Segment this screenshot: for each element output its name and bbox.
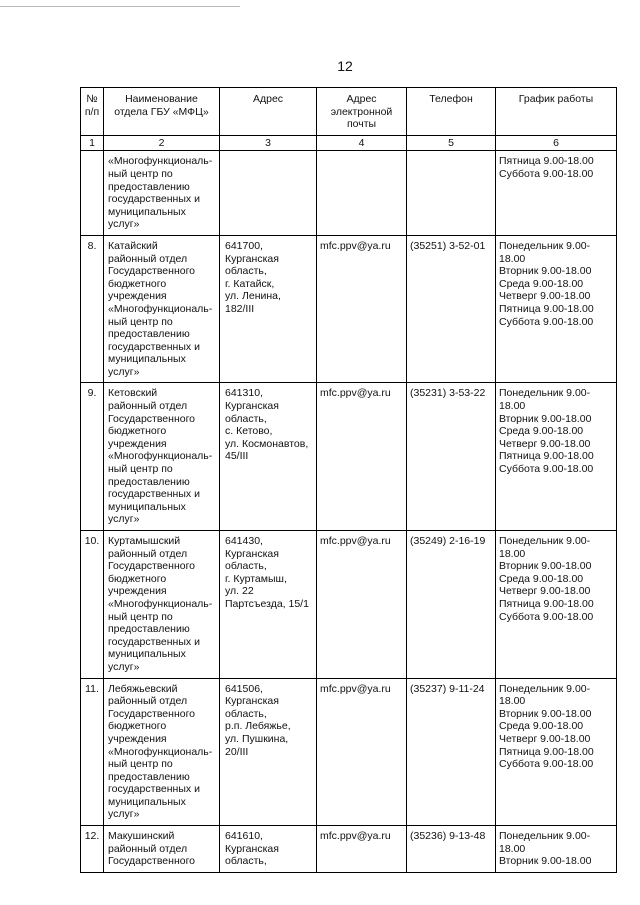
column-number: 1 [81, 135, 104, 151]
department-address: 641430, Курганская область, г. Куртамыш, ул. 22 Партсъезда, 15/1 [220, 531, 317, 679]
department-name: Куртамышский районный отдел Государственного бюджетного учреждения «Многофункциональ- ный центр по предоставлению государственных и муниципальных услуг» [104, 531, 220, 679]
department-name: Лебяжьевский районный отдел Государственного бюджетного учреждения «Многофункциональ- ный центр по предоставлению государственных и муниципальных услуг» [104, 678, 220, 826]
column-number: 2 [104, 135, 220, 151]
table-row [81, 678, 617, 826]
col-header-address: Адрес [220, 88, 317, 136]
department-phone: (35231) 3-53-22 [407, 383, 496, 531]
work-schedule: Понедельник 9.00- 18.00 Вторник 9.00-18.00 Среда 9.00-18.00 Четверг 9.00-18.00 Пятница 9.00-18.00 Суббота 9.00-18.00 [496, 678, 617, 826]
row-number: 8. [81, 235, 104, 383]
page-number: 12 [337, 58, 353, 74]
department-phone: (35251) 3-52-01 [407, 235, 496, 383]
department-name: Катайский районный отдел Государственного бюджетного учреждения «Многофункциональ- ный центр по предоставлению государственных и муниципальных услуг» [104, 235, 220, 383]
department-email: mfc.ppv@ya.ru [317, 826, 407, 873]
department-email [317, 151, 407, 236]
department-name: Макушинский районный отдел Государственного [104, 826, 220, 873]
row-number: 12. [81, 826, 104, 873]
row-number: 11. [81, 678, 104, 826]
department-phone: (35236) 9-13-48 [407, 826, 496, 873]
department-address: 641506, Курганская область, р.п. Лебяжье, ул. Пушкина, 20/III [220, 678, 317, 826]
top-rule [0, 6, 240, 7]
department-email: mfc.ppv@ya.ru [317, 235, 407, 383]
mfc-departments-table [80, 87, 617, 873]
column-number: 6 [496, 135, 617, 151]
work-schedule: Понедельник 9.00- 18.00 Вторник 9.00-18.00 Среда 9.00-18.00 Четверг 9.00-18.00 Пятница 9.00-18.00 Суббота 9.00-18.00 [496, 235, 617, 383]
department-address: 641610, Курганская область, [220, 826, 317, 873]
department-address: 641310, Курганская область, с. Кетово, ул. Космонавтов, 45/III [220, 383, 317, 531]
col-header-name: Наименование отдела ГБУ «МФЦ» [104, 88, 220, 136]
department-email: mfc.ppv@ya.ru [317, 531, 407, 679]
col-header-phone: Телефон [407, 88, 496, 136]
column-number: 3 [220, 135, 317, 151]
col-header-email: Адрес электронной почты [317, 88, 407, 136]
column-number-row [81, 135, 617, 151]
department-address: 641700, Курганская область, г. Катайск, ул. Ленина, 182/III [220, 235, 317, 383]
department-address [220, 151, 317, 236]
table-row [81, 383, 617, 531]
row-number: 9. [81, 383, 104, 531]
header-row [81, 88, 617, 136]
column-number: 5 [407, 135, 496, 151]
department-name: «Многофункциональ- ный центр по предоставлению государственных и муниципальных услуг» [104, 151, 220, 236]
department-phone [407, 151, 496, 236]
department-name: Кетовский районный отдел Государственного бюджетного учреждения «Многофункциональ- ный центр по предоставлению государственных и муниципальных услуг» [104, 383, 220, 531]
department-phone: (35249) 2-16-19 [407, 531, 496, 679]
row-number: 10. [81, 531, 104, 679]
column-number: 4 [317, 135, 407, 151]
col-header-schedule: График работы [496, 88, 617, 136]
table-row [81, 826, 617, 873]
work-schedule: Понедельник 9.00- 18.00 Вторник 9.00-18.00 [496, 826, 617, 873]
work-schedule: Понедельник 9.00- 18.00 Вторник 9.00-18.00 Среда 9.00-18.00 Четверг 9.00-18.00 Пятница 9.00-18.00 Суббота 9.00-18.00 [496, 383, 617, 531]
col-header-number: № п/п [81, 88, 104, 136]
department-email: mfc.ppv@ya.ru [317, 383, 407, 531]
row-number [81, 151, 104, 236]
table-row [81, 151, 617, 236]
work-schedule: Пятница 9.00-18.00 Суббота 9.00-18.00 [496, 151, 617, 236]
table-row [81, 531, 617, 679]
table-row [81, 235, 617, 383]
work-schedule: Понедельник 9.00- 18.00 Вторник 9.00-18.00 Среда 9.00-18.00 Четверг 9.00-18.00 Пятница 9.00-18.00 Суббота 9.00-18.00 [496, 531, 617, 679]
department-email: mfc.ppv@ya.ru [317, 678, 407, 826]
department-phone: (35237) 9-11-24 [407, 678, 496, 826]
